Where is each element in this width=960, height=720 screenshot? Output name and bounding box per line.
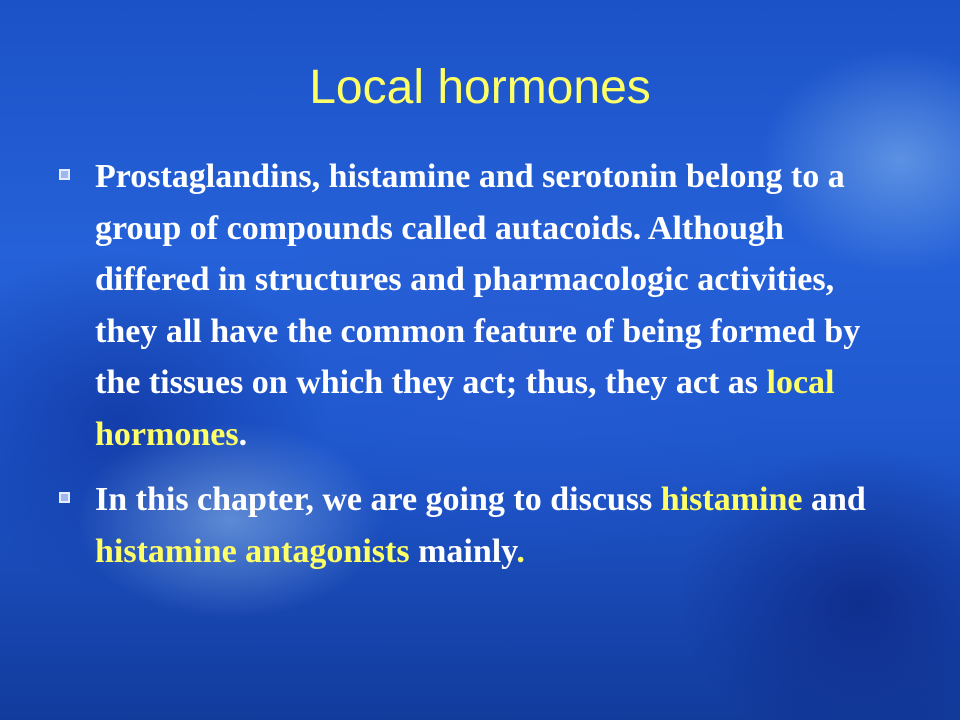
highlight-histamine-antagonists: histamine antagonists	[95, 532, 410, 570]
square-bullet-icon	[59, 169, 70, 180]
bullet-text: and	[802, 481, 866, 518]
bullet-text: In this chapter, we are going to discuss	[95, 481, 661, 518]
highlight-local-hormones: local hormones	[95, 364, 835, 453]
bullet-end: .	[238, 415, 248, 453]
bullet-text: Prostaglandins, histamine and serotonin belong to a group of compounds called autacoids. Although differed in structures and pharmacologic activities, they all have the common feature of being formed by the tissues on which they act; thus, they act as	[95, 158, 861, 401]
slide-title: Local hormones	[309, 61, 651, 114]
bullet-text: mainly	[409, 532, 517, 570]
square-bullet-icon	[59, 492, 70, 503]
bullet-list	[54, 151, 904, 591]
bullet-item-chapter	[54, 474, 904, 577]
bullet-item-autacoids	[54, 151, 904, 460]
bullet-end: .	[516, 532, 525, 570]
highlight-histamine: histamine	[660, 481, 803, 518]
